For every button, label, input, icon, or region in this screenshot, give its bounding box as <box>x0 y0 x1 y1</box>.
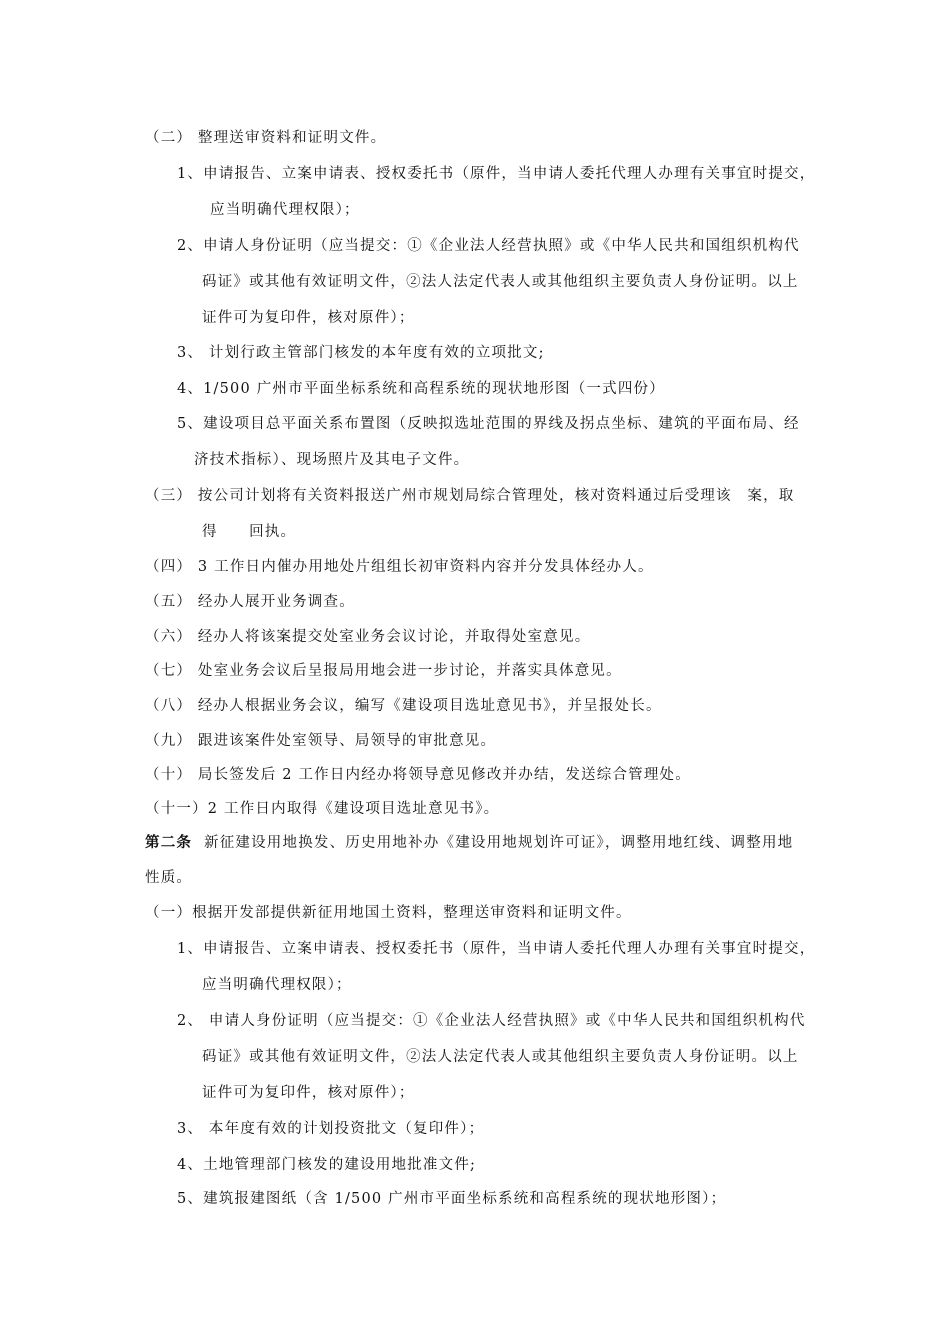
list-item-2-continued: 证件可为复印件，核对原件）； <box>202 310 415 326</box>
list-item-3: 3、 计划行政主管部门核发的本年度有效的立项批文; <box>177 345 545 361</box>
section-6-paragraph: （六） 经办人将该案提交处室业务会议讨论，并取得处室意见。 <box>145 629 591 645</box>
section-3-paragraph: （三） 按公司计划将有关资料报送广州市规划局综合管理处，核对资料通过后受理该 案，取 <box>145 488 795 504</box>
section-7-paragraph: （七） 处室业务会议后呈报局用地会进一步讨论，并落实具体意见。 <box>145 663 622 679</box>
section-5-paragraph: （五） 经办人展开业务调查。 <box>145 594 355 610</box>
section-10-paragraph: （十） 局长签发后 2 工作日内经办将领导意见修改并办结，发送综合管理处。 <box>145 767 691 783</box>
article-2-list-item-3: 3、 本年度有效的计划投资批文（复印件）； <box>177 1121 485 1137</box>
section-9-paragraph: （九） 跟进该案件处室领导、局领导的审批意见。 <box>145 733 497 749</box>
section-8-paragraph: （八） 经办人根据业务会议，编写《建设项目选址意见书》，并呈报处长。 <box>145 698 662 714</box>
list-item-1-continued: 应当明确代理权限）； <box>210 202 360 218</box>
article-2-list-item-4: 4、土地管理部门核发的建设用地批准文件; <box>177 1157 477 1173</box>
article-2-heading: 第二条 <box>145 834 193 851</box>
article-2-list-item-1-continued: 应当明确代理权限）； <box>202 977 352 993</box>
article-2-text: 新征建设用地换发、历史用地补办《建设用地规划许可证》，调整用地红线、调整用地 <box>204 835 794 851</box>
article-2-section-1: （一）根据开发部提供新征用地国土资料，整理送审资料和证明文件。 <box>145 905 632 921</box>
article-2-list-item-1: 1、申请报告、立案申请表、授权委托书（原件，当申请人委托代理人办理有关事宜时提交， <box>177 941 816 957</box>
list-item-1: 1、申请报告、立案申请表、授权委托书（原件，当申请人委托代理人办理有关事宜时提交， <box>177 166 816 182</box>
article-2-list-item-2-continued: 码证》或其他有效证明文件，②法人法定代表人或其他组织主要负责人身份证明。以上 <box>202 1049 799 1065</box>
section-11-paragraph: （十一）2 工作日内取得《建设项目选址意见书》。 <box>145 801 500 817</box>
list-item-4: 4、1/500 广州市平面坐标系统和高程系统的现状地形图（一式四份） <box>177 381 665 397</box>
article-2-list-item-5: 5、建筑报建图纸（含 1/500 广州市平面坐标系统和高程系统的现状地形图）； <box>177 1191 727 1207</box>
list-item-5: 5、建设项目总平面关系布置图（反映拟选址范围的界线及拐点坐标、建筑的平面布局、经 <box>177 416 800 432</box>
list-item-5-continued: 济技术指标）、现场照片及其电子文件。 <box>194 452 470 468</box>
list-item-2: 2、申请人身份证明（应当提交：①《企业法人经营执照》或《中华人民共和国组织机构代 <box>177 238 800 254</box>
article-2-text-continued: 性质。 <box>145 870 193 886</box>
article-2-list-item-2-continued: 证件可为复印件，核对原件）； <box>202 1085 415 1101</box>
section-2-heading: （二） 整理送审资料和证明文件。 <box>145 130 387 146</box>
article-2-list-item-2: 2、 申请人身份证明（应当提交：①《企业法人经营执照》或《中华人民共和国组织机构代 <box>177 1013 806 1029</box>
section-4-paragraph: （四） 3 工作日内催办用地处片组组长初审资料内容并分发具体经办人。 <box>145 559 654 575</box>
list-item-2-continued: 码证》或其他有效证明文件，②法人法定代表人或其他组织主要负责人身份证明。以上 <box>202 274 799 290</box>
section-3-continued: 得 回执。 <box>202 524 297 540</box>
